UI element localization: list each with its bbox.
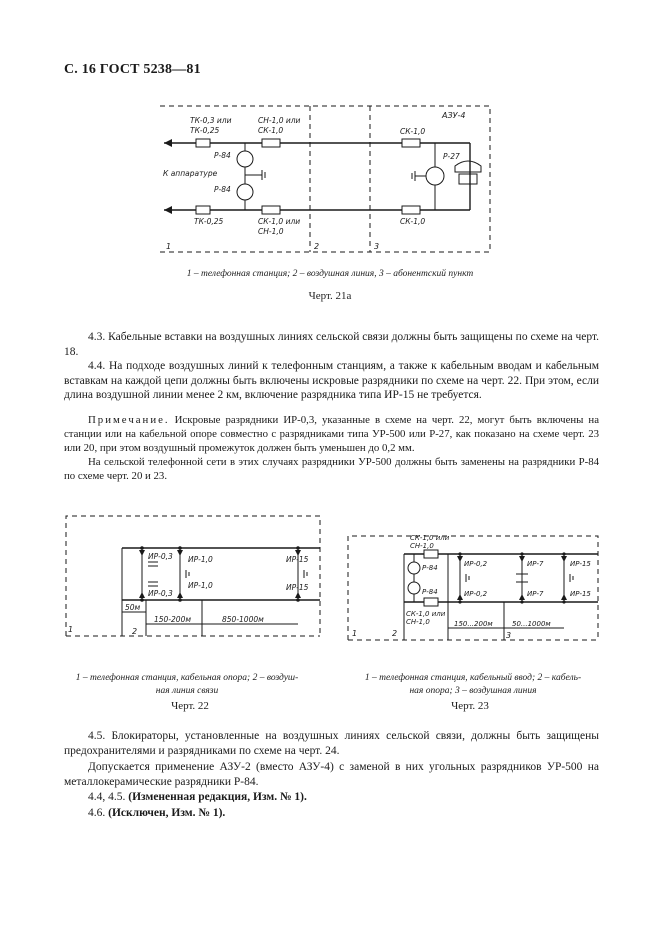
- fig22-dim-150: 150-200м: [154, 615, 191, 624]
- fig22-ir10-a: ИР-1,0: [188, 555, 213, 564]
- fig22-caption-line2: ная линия связи: [155, 686, 219, 696]
- amendment-4-4-4-5-number: 4.4, 4.5.: [88, 791, 129, 803]
- fig21a-sk-bottom: СК-1,0 или: [258, 217, 301, 226]
- fig21a-device-label: АЗУ-4: [442, 111, 466, 120]
- fig21a-p84-b: Р-84: [214, 185, 231, 194]
- fig21a-tk-bottom: ТК-0,25: [194, 217, 224, 226]
- fig21a-sk-right-top: СК-1,0: [400, 127, 426, 136]
- fig22-dim-50: 50м: [125, 603, 141, 612]
- fig23-label: Черт. 23: [451, 700, 489, 712]
- figure-23-diagram: [344, 532, 602, 644]
- fig21a-p27: Р-27: [443, 152, 460, 161]
- fig21a-zone1: 1: [166, 242, 172, 251]
- fig22-zone1: 1: [68, 625, 74, 634]
- fig22-ir15-b: ИР-15: [286, 583, 309, 592]
- fig23-ir02-a: ИР-0,2: [464, 560, 488, 568]
- fig23-ir15-b: ИР-15: [570, 590, 591, 598]
- fig23-sk-bot: СК-1,0 или: [406, 610, 446, 618]
- fig23-ir02-b: ИР-0,2: [464, 590, 488, 598]
- fig22-zone2: 2: [132, 627, 138, 636]
- figure-22-diagram: [62, 512, 324, 640]
- fig22-caption-line1: 1 – телефонная станция, кабельная опора; 2 – воздуш-: [75, 673, 299, 683]
- fig21a-tk-top: ТК-0,3 или: [190, 116, 232, 125]
- fig23-p84-a: Р-84: [422, 564, 438, 572]
- note-body: Искровые разрядники ИР-0,3, указанные в схеме на черт. 22, могут быть включены на станции или на кабельной опоре совместно с разрядниками типа УР-500 или Р-27, как показано на схеме черт. 23 или 20, при этом воздушный промежуток должен быть уменьшен до 0,2 мм.: [64, 414, 599, 454]
- fig23-sk-top: СК-1,0 или: [410, 534, 450, 542]
- fig22-dim-850: 850-1000м: [222, 615, 264, 624]
- fig22-caption: [56, 672, 318, 698]
- fig21a-apparatus: К аппаратуре: [163, 169, 218, 178]
- amendment-4-4-4-5-text: (Измененная редакция, Изм. № 1).: [128, 791, 307, 803]
- paragraph-4-5-azu: Допускается применение АЗУ-2 (вместо АЗУ-4) с заменой в них угольных разрядников УР-500 на металлокерамические разрядники Р-84.: [64, 761, 599, 788]
- amendment-4-6: [64, 806, 599, 821]
- rural-network-paragraph: На сельской телефонной сети в этих случаях разрядники УР-500 должны быть заменены на разрядники Р-84 по схеме черт. 20 и 23.: [64, 456, 599, 482]
- fig22-label: Черт. 22: [171, 700, 209, 712]
- fig21a-sk-top2: СК-1,0: [258, 126, 284, 135]
- fig21a-sk-top: СН-1,0 или: [258, 116, 301, 125]
- fig23-sk-bot2: СН-1,0: [406, 618, 430, 626]
- fig23-ir7-b: ИР-7: [527, 590, 544, 598]
- fig22-ir03-b: ИР-0,3: [148, 589, 173, 598]
- note-heading: Примечание.: [88, 414, 170, 426]
- fig23-ir15-a: ИР-15: [570, 560, 591, 568]
- fig22-ir15-a: ИР-15: [286, 555, 309, 564]
- fig21a-sk-right-bottom: СК-1,0: [400, 217, 426, 226]
- fig23-dim-50: 50...1000м: [512, 620, 551, 628]
- fig23-ir7-a: ИР-7: [527, 560, 544, 568]
- fig22-ir10-b: ИР-1,0: [188, 581, 213, 590]
- fig23-caption-line2: ная опора; 3 – воздушная линия: [409, 686, 537, 696]
- fig21a-sk-bottom2: СН-1,0: [258, 227, 284, 236]
- fig23-zone3: 3: [506, 631, 512, 640]
- fig23-caption-line1: 1 – телефонная станция, кабельный ввод; 2 – кабель-: [364, 673, 582, 683]
- figure-21a-diagram: [150, 96, 500, 256]
- paragraph-4-5: 4.5. Блокираторы, установленные на воздушных линиях сельской связи, должны быть защищены предохранителями и разрядниками по схеме на черт. 24.: [64, 730, 599, 757]
- fig21a-zone3: 3: [374, 242, 380, 251]
- fig23-zone2: 2: [392, 629, 398, 638]
- fig21a-tk-top2: ТК-0,25: [190, 126, 220, 135]
- paragraph-4-3: 4.3. Кабельные вставки на воздушных линиях сельской связи должны быть защищены по схеме на черт. 18.: [64, 331, 599, 358]
- fig23-dim-150: 150...200м: [454, 620, 493, 628]
- page-header: С. 16 ГОСТ 5238—81: [64, 62, 201, 77]
- amendment-4-6-number: 4.6.: [88, 807, 109, 819]
- fig23-zone1: 1: [352, 629, 358, 638]
- fig22-ir03-a: ИР-0,3: [148, 552, 173, 561]
- fig21a-label: Черт. 21а: [308, 290, 352, 302]
- fig23-sk-top2: СН-1,0: [410, 542, 434, 550]
- fig23-caption: [344, 672, 602, 698]
- paragraph-4-4: 4.4. На подходе воздушных линий к телефонным станциям, а также к кабельным вводам и кабельным вставкам на каждой цепи должны быть включены искровые разрядники по схеме на черт. 22. При этом, если длина воздушной линии менее 2 км, включение разрядника типа ИР-15 не требуется.: [64, 360, 599, 402]
- amendment-4-6-text: (Исключен, Изм. № 1).: [108, 807, 226, 819]
- fig23-p84-b: Р-84: [422, 588, 438, 596]
- fig21a-caption: 1 – телефонная станция; 2 – воздушная линия, 3 – абонентский пункт: [186, 269, 474, 279]
- fig21a-zone2: 2: [314, 242, 320, 251]
- amendment-4-4-4-5: [64, 790, 599, 805]
- note-paragraph: [64, 414, 599, 455]
- fig21a-p84-a: Р-84: [214, 151, 231, 160]
